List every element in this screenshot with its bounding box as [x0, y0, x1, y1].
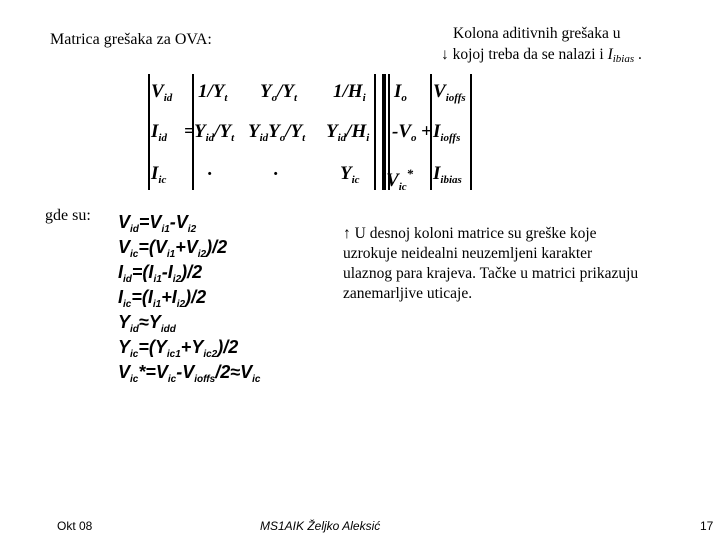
- down-arrow-icon: ↓: [441, 46, 449, 63]
- matrix-cell: $I_{ic}$: [151, 163, 167, 186]
- equation-1: $V_{id}=V_{i1}-V_{i2}$: [118, 212, 197, 235]
- gde-su-label: gde su:: [45, 207, 91, 224]
- matrix-cell: $V_{id}$: [151, 81, 173, 104]
- matrix-cell: $Y_{id}/H_i$: [326, 121, 370, 144]
- equation-5: $Y_{id}\approx Y_{idd}$: [118, 312, 176, 335]
- column-note-var: I: [607, 46, 613, 63]
- matrix-cell: $V_{ic}^*$: [386, 166, 414, 193]
- error-matrix: [148, 74, 472, 193]
- matrix-cell: $Y_o/Y_t$: [260, 81, 298, 104]
- column-note-end: .: [638, 46, 642, 63]
- matrix-equals: =: [184, 121, 195, 142]
- slide-title: Matrica grešaka za OVA:: [50, 31, 212, 48]
- note-text: U desnoj koloni matrice su greške koje uzrokuje neidealni neuzemljeni karakter ulaznog para krajeva. Tačke u matrici prikazuju zanemarljive uticaje.: [343, 225, 639, 302]
- matrix-cell: $I_{id}$: [151, 121, 167, 144]
- column-note-var-sub: ibias: [612, 53, 635, 65]
- matrix-bar-mid: [374, 74, 376, 190]
- matrix-cell: $1/H_i$: [333, 81, 366, 104]
- matrix-cell: $1/Y_t$: [198, 81, 228, 104]
- matrix-dot: .: [274, 159, 279, 180]
- matrix-cell: $I_{ioffs}$: [433, 121, 461, 144]
- page-number: 17: [700, 519, 714, 533]
- column-note-line2: kojoj treba da se nalazi i: [452, 46, 604, 63]
- equation-6: $Y_{ic}=(Y_{ic1}+Y_{ic2})/2$: [118, 337, 239, 360]
- footer-date: Okt 08: [57, 519, 93, 533]
- column-note: [441, 23, 711, 70]
- note: [343, 224, 643, 304]
- matrix-plus: +: [421, 121, 432, 142]
- equation-7: $V_{ic}*=V_{ic}-V_{ioffs}/2\approx V_{ic}$: [118, 362, 261, 385]
- up-arrow-icon: ↑: [343, 225, 351, 242]
- matrix-dot: .: [208, 159, 213, 180]
- matrix-cell: $Y_{ic}$: [340, 163, 360, 186]
- equation-list: [118, 212, 318, 392]
- matrix-bar-left: [148, 74, 150, 190]
- matrix-bar-right: [470, 74, 472, 190]
- equation-3: $I_{id}=(I_{i1}-I_{i2})/2$: [118, 262, 203, 285]
- matrix-cell: $I_o$: [394, 81, 407, 104]
- equation-4: $I_{ic}=(I_{i1}+I_{i2})/2$: [118, 287, 207, 310]
- column-note-line1: Kolona aditivnih grešaka u: [453, 25, 621, 42]
- matrix-cell: $-V_o$: [392, 121, 417, 144]
- matrix-cell: $V_{ioffs}$: [433, 81, 466, 104]
- matrix-cell: $Y_{id}Y_o/Y_t$: [248, 121, 306, 144]
- matrix-cell: $I_{ibias}$: [433, 163, 462, 186]
- equation-2: $V_{ic}=(V_{i1}+V_{i2})/2$: [118, 237, 228, 260]
- footer-author: MS1AIK Željko Aleksić: [260, 519, 381, 533]
- matrix-cell: $Y_{id}/Y_t$: [194, 121, 235, 144]
